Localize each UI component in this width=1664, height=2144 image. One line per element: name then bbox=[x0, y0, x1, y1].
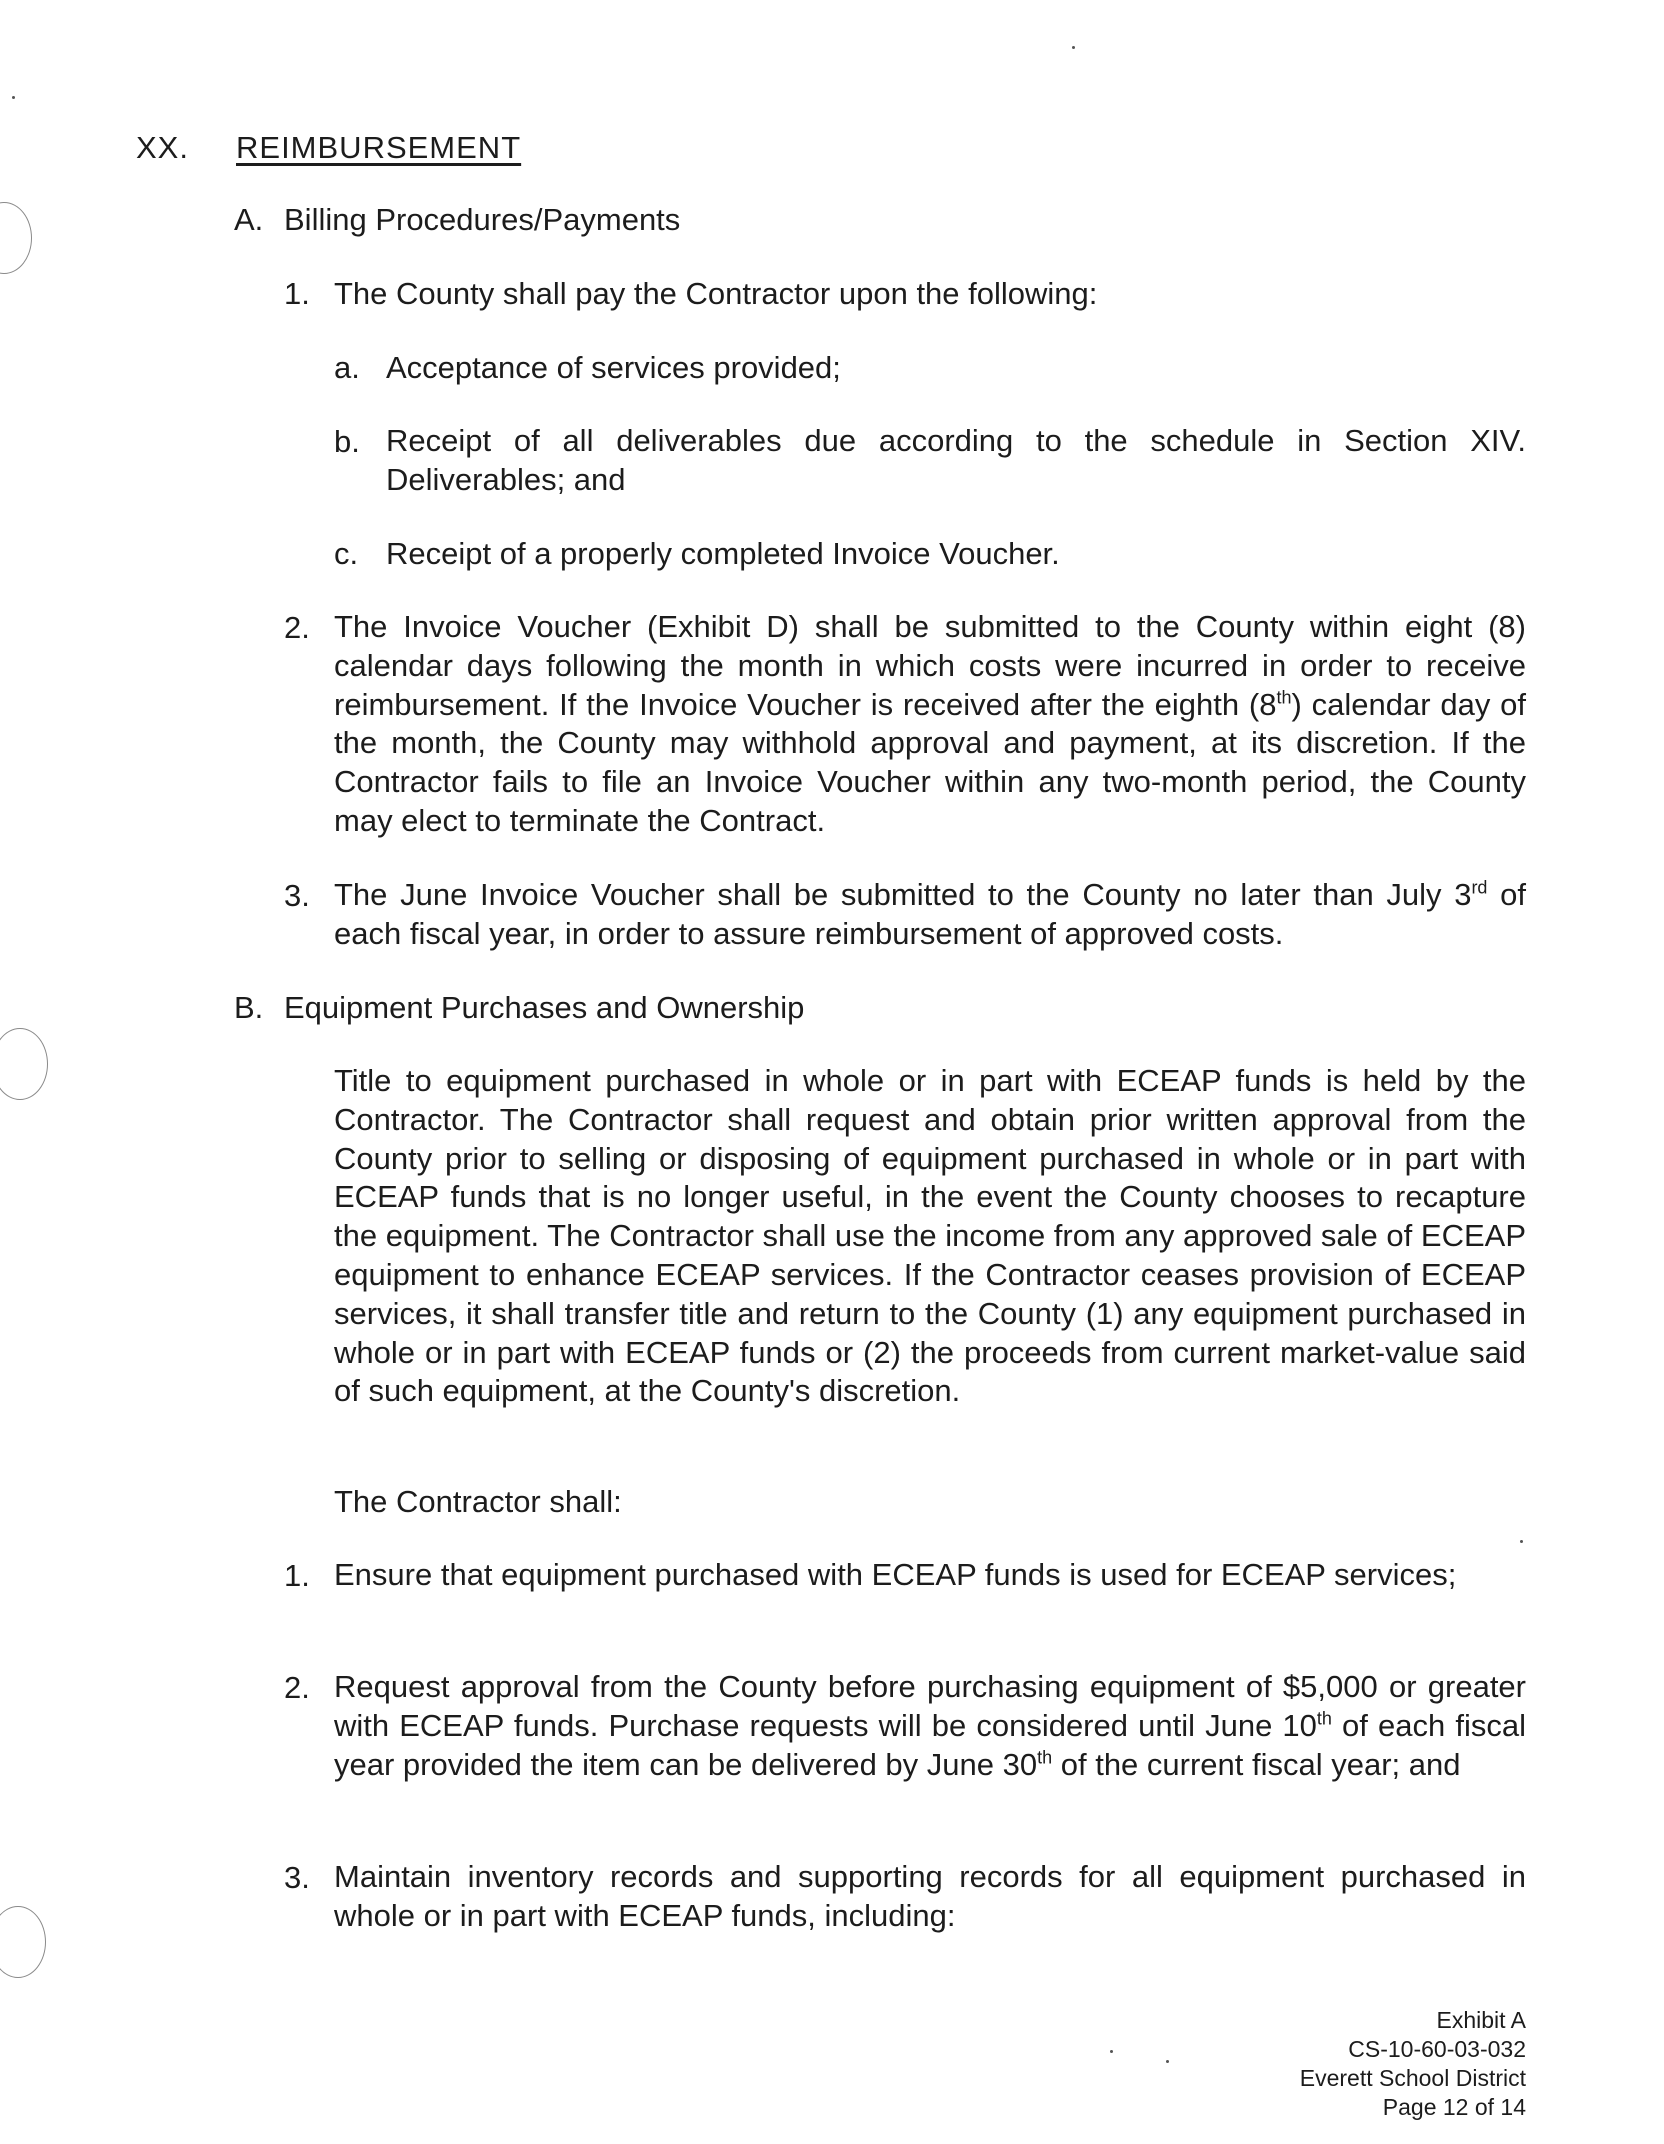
a-item-2-superscript: th bbox=[1276, 687, 1292, 708]
b-paragraph: Title to equipment purchased in whole or in part with ECEAP funds is held by the Contractor. The Contractor shall request and obtain prior written approval from the County prior to selling or disposing of equipment purchased in whole or in part with ECEAP funds that is no longer useful, in the event the County chooses to recapture the equipment. The Contractor shall use the income from any approved sale of ECEAP equipment to enhance ECEAP services. If the Contractor ceases provision of ECEAP services, it shall transfer title and return to the County (1) any equipment purchased in whole or in part with ECEAP funds or (2) the proceeds from current market-value said of such equipment, at the County's discretion. bbox=[334, 1063, 1526, 1409]
footer-contract-number: CS-10-60-03-032 bbox=[1348, 2036, 1526, 2062]
a-item-2-text bbox=[334, 608, 1526, 841]
scan-speck bbox=[1110, 2050, 1113, 2053]
b-item-3-text: Maintain inventory records and supporting records for all equipment purchased in whole or in part with ECEAP funds, including: bbox=[334, 1859, 1526, 1933]
a-item-3-superscript: rd bbox=[1471, 877, 1488, 898]
a-item-2-text-part2: ) calendar day of the month, the County may withhold approval and payment, at its discretion. If the Contractor fails to file an Invoice Voucher within any two-month period, the County may elect to terminate the Contract. bbox=[334, 686, 1526, 838]
a-item-3-text-part1: The June Invoice Voucher shall be submitted to the County no later than July 3 bbox=[334, 877, 1472, 912]
page-footer bbox=[1300, 2006, 1526, 2122]
b-intro: The Contractor shall: bbox=[334, 1484, 622, 1519]
a-item-1-a-label: a. bbox=[334, 350, 360, 385]
b-item-2-text bbox=[334, 1668, 1526, 1784]
b-item-2-superscript-2: th bbox=[1037, 1747, 1053, 1768]
a-item-3-text-part2: of each fiscal year, in order to assure reimbursement of approved costs. bbox=[334, 877, 1526, 951]
a-item-1-number: 1. bbox=[284, 276, 310, 311]
scan-speck bbox=[1166, 2060, 1169, 2063]
footer-page-number: Page 12 of 14 bbox=[1382, 2094, 1526, 2120]
b-item-2-number: 2. bbox=[284, 1670, 310, 1705]
section-number: XX. bbox=[136, 130, 189, 165]
b-item-2-text-part1: Request approval from the County before purchasing equipment of $5,000 or greater with ECEAP funds. Purchase requests will be considered until June 10 bbox=[334, 1669, 1526, 1743]
b-item-1-text: Ensure that equipment purchased with ECEAP funds is used for ECEAP services; bbox=[334, 1557, 1457, 1592]
b-item-2-text-part3: of the current fiscal year; and bbox=[1052, 1746, 1461, 1782]
subsection-b-label: B. bbox=[234, 990, 264, 1025]
subsection-a-title: Billing Procedures/Payments bbox=[284, 202, 681, 237]
footer-organization: Everett School District bbox=[1299, 2065, 1526, 2091]
punch-hole-bottom bbox=[0, 1906, 46, 1978]
a-item-1-a-text: Acceptance of services provided; bbox=[386, 350, 841, 385]
punch-hole-middle bbox=[0, 1028, 48, 1100]
a-item-1-text: The County shall pay the Contractor upon the following: bbox=[334, 276, 1098, 311]
b-item-2-superscript-1: th bbox=[1316, 1708, 1332, 1729]
punch-hole-top bbox=[0, 202, 32, 274]
a-item-2-number: 2. bbox=[284, 610, 310, 645]
section-title: REIMBURSEMENT bbox=[236, 130, 522, 165]
subsection-b-title: Equipment Purchases and Ownership bbox=[284, 990, 805, 1025]
b-item-3-number: 3. bbox=[284, 1860, 310, 1895]
scan-speck bbox=[1520, 1540, 1523, 1543]
a-item-3-text bbox=[334, 876, 1526, 954]
a-item-1-b-label: b. bbox=[334, 424, 360, 459]
subsection-a-label: A. bbox=[234, 202, 264, 237]
scan-speck bbox=[12, 96, 15, 99]
a-item-1-c-label: c. bbox=[334, 536, 359, 571]
scan-speck bbox=[1072, 46, 1075, 49]
a-item-3-number: 3. bbox=[284, 878, 310, 913]
b-item-1-number: 1. bbox=[284, 1558, 310, 1593]
a-item-1-b-text: Receipt of all deliverables due according to the schedule in Section XIV. Deliverables; and bbox=[386, 423, 1526, 497]
a-item-1-c-text: Receipt of a properly completed Invoice Voucher. bbox=[386, 536, 1060, 571]
a-item-2-text-part1: The Invoice Voucher (Exhibit D) shall be submitted to the County within eight (8) calendar days following the month in which costs were incurred in order to receive reimbursement. If the Invoice Voucher is received after the eighth (8 bbox=[334, 609, 1526, 722]
b-item-2-text-part2: of each fiscal year provided the item can be delivered by June 30 bbox=[334, 1707, 1526, 1782]
footer-exhibit: Exhibit A bbox=[1436, 2007, 1526, 2033]
